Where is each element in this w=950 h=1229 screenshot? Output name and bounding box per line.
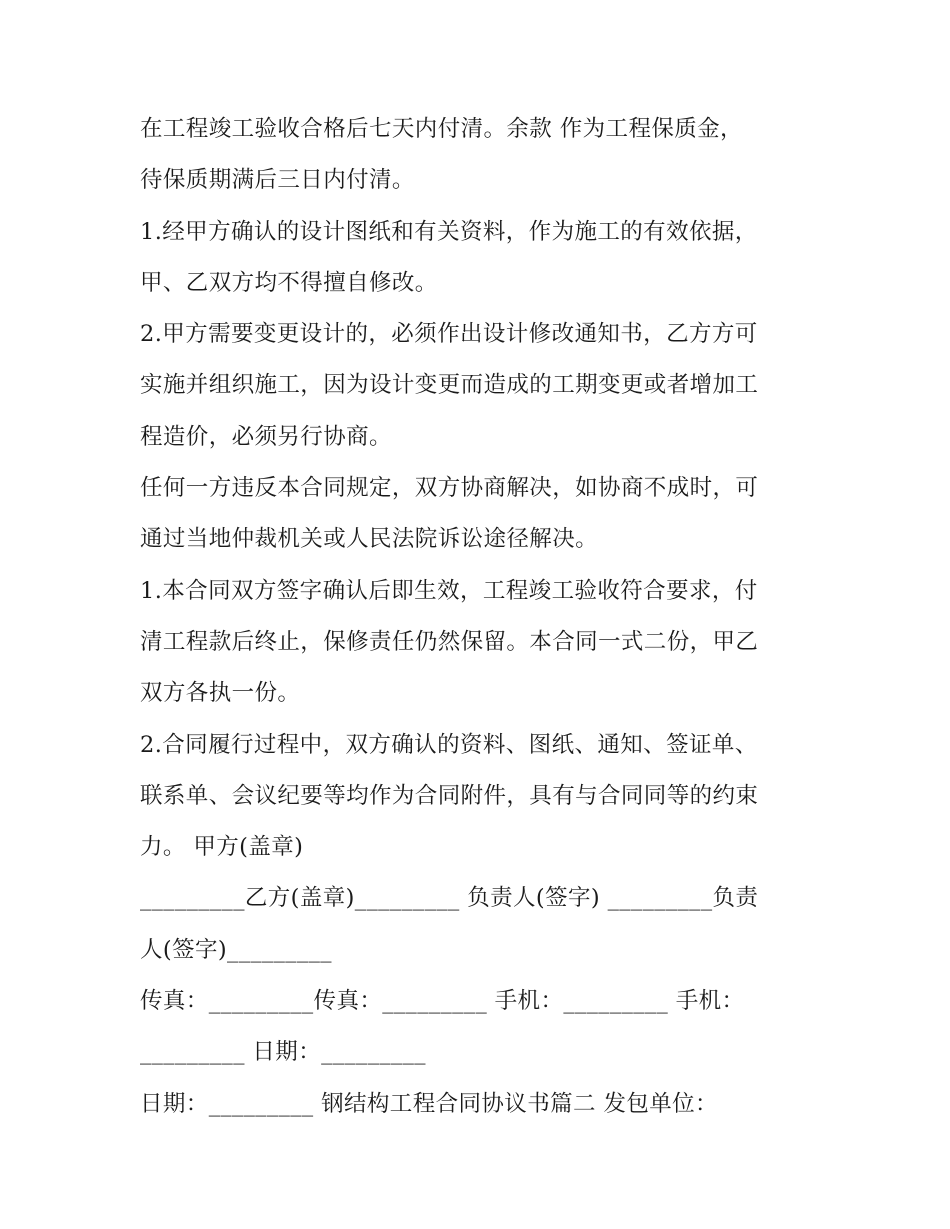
signature-line: _________乙方(盖章)_________ 负责人(签字) _________负责 — [140, 885, 759, 912]
text-line: 通过当地仲裁机关或人民法院诉讼途径解决。 — [140, 526, 599, 553]
text-line: 待保质期满后三日内付清。 — [140, 167, 415, 194]
text-line: 力。 甲方(盖章) — [140, 834, 304, 861]
contact-line: 传真：_________传真：_________ 手机：_________ 手机： — [140, 988, 745, 1015]
signature-line: 人(签字)_________ — [140, 936, 332, 963]
text-line: 联系单、会议纪要等均作为合同附件，具有与合同同等的约束 — [140, 782, 759, 809]
text-line: 实施并组织施工，因为设计变更而造成的工期变更或者增加工 — [140, 372, 759, 399]
text-line: 甲、乙双方均不得擅自修改。 — [140, 269, 438, 296]
text-line: 2.合同履行过程中，双方确认的资料、图纸、通知、签证单、 — [140, 731, 758, 758]
text-line: 2.甲方需要变更设计的，必须作出设计修改通知书，乙方方可 — [140, 321, 758, 348]
date-line: 日期：_________ 钢结构工程合同协议书篇二 发包单位： — [140, 1090, 718, 1117]
date-line: _________ 日期：_________ — [140, 1039, 426, 1066]
text-line: 双方各执一份。 — [140, 680, 301, 707]
text-line: 在工程竣工验收合格后七天内付清。余款 作为工程保质金， — [140, 116, 743, 142]
document-body — [140, 104, 820, 1130]
text-line: 程造价，必须另行协商。 — [140, 423, 392, 450]
text-line: 1.本合同双方签字确认后即生效，工程竣工验收符合要求，付 — [140, 577, 758, 604]
text-line: 清工程款后终止，保修责任仍然保留。本合同一式二份，甲乙 — [140, 628, 759, 655]
text-line: 任何一方违反本合同规定，双方协商解决，如协商不成时，可 — [140, 475, 759, 502]
text-line: 1.经甲方确认的设计图纸和有关资料，作为施工的有效依据， — [140, 218, 758, 245]
